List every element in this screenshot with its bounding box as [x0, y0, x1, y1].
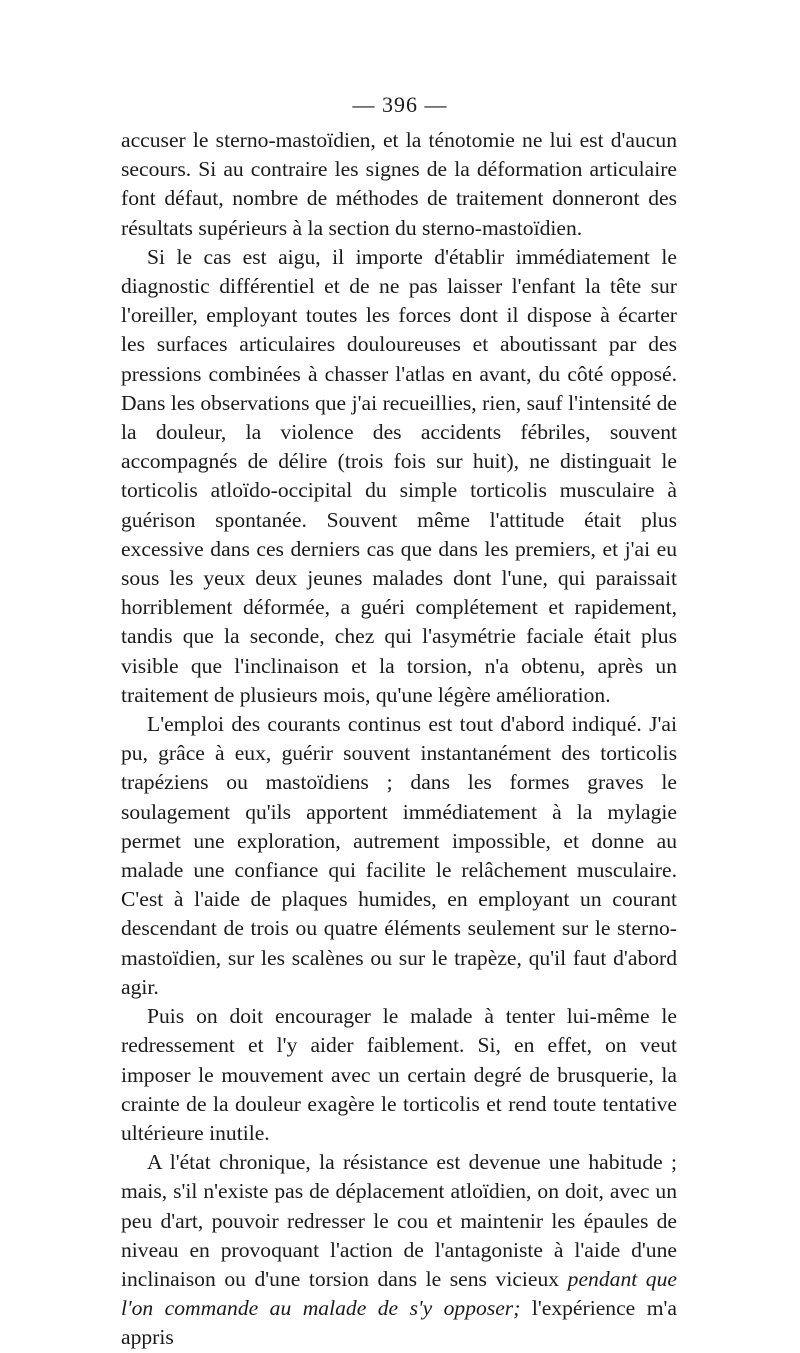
paragraph: accuser le sterno-mastoïdien, et la ténotomie ne lui est d'aucun secours. Si au contraire les signes de la déformation articulaire font défaut, nombre de méthodes de traitement donneront des résultats supérieurs à la section du sterno-mastoïdien. [121, 128, 677, 240]
paragraph-text: A l'état chronique, la résistance est devenue une habitude ; mais, s'il n'existe pas de déplacement atloïdien, on doit, avec un peu d'art, pouvoir redresser le cou et maintenir les épaules de niveau en provoquant l'action de l'antagoniste à l'aide d'une inclinaison ou d'une torsion dans le sens vicieux [121, 1150, 677, 1291]
paragraph: Puis on doit encourager le malade à tenter lui-même le redressement et l'y aider faiblement. Si, en effet, on veut imposer le mouvement avec un certain degré de brusquerie, la crainte de la douleur exagère le torticolis et rend toute tentative ultérieure inutile. [121, 1004, 677, 1145]
paragraph-text: l'expérience m'a appris [121, 1296, 677, 1350]
paragraph: Si le cas est aigu, il importe d'établir immédiatement le diagnostic différentiel et de ne pas laisser l'enfant la tête sur l'oreiller, employant toutes les forces dont il dispose à écarter les surfaces articulaires douloureuses et aboutissant par des pressions combinées à chasser l'atlas en avant, du côté opposé. Dans les observations que j'ai recueillies, rien, sauf l'intensité de la douleur, la violence des accidents fébriles, souvent accompagnés de délire (trois fois sur huit), ne distinguait le torticolis atloïdo-occipital du simple torticolis musculaire à guérison spontanée. Souvent même l'attitude était plus excessive dans ces derniers cas que dans les premiers, et j'ai eu sous les yeux deux jeunes malades dont l'une, qui paraissait horriblement déformée, a guéri complétement et rapidement, tandis que la seconde, chez qui l'asymétrie faciale était plus visible que l'inclinaison et la torsion, n'a obtenu, après un traitement de plusieurs mois, qu'une légère amélioration. [121, 244, 677, 707]
italic-phrase: pendant que l'on commande au malade de s'y opposer; [121, 1266, 677, 1321]
paragraph: L'emploi des courants continus est tout d'abord indiqué. J'ai pu, grâce à eux, guérir souvent instantanément des torticolis trapéziens ou mastoïdiens ; dans les formes graves le soulagement qu'ils apportent immédiatement à la mylagie permet une exploration, autrement impossible, et donne au malade une confiance qui facilite le relâchement musculaire. C'est à l'aide de plaques humides, en employant un courant descendant de trois ou quatre éléments seulement sur le sterno-mastoïdien, sur les scalènes ou sur le trapèze, qu'il faut d'abord agir. [121, 712, 677, 999]
paragraph [121, 1148, 677, 1352]
body-text [121, 126, 677, 1353]
page-number: — 396 — [352, 92, 448, 117]
